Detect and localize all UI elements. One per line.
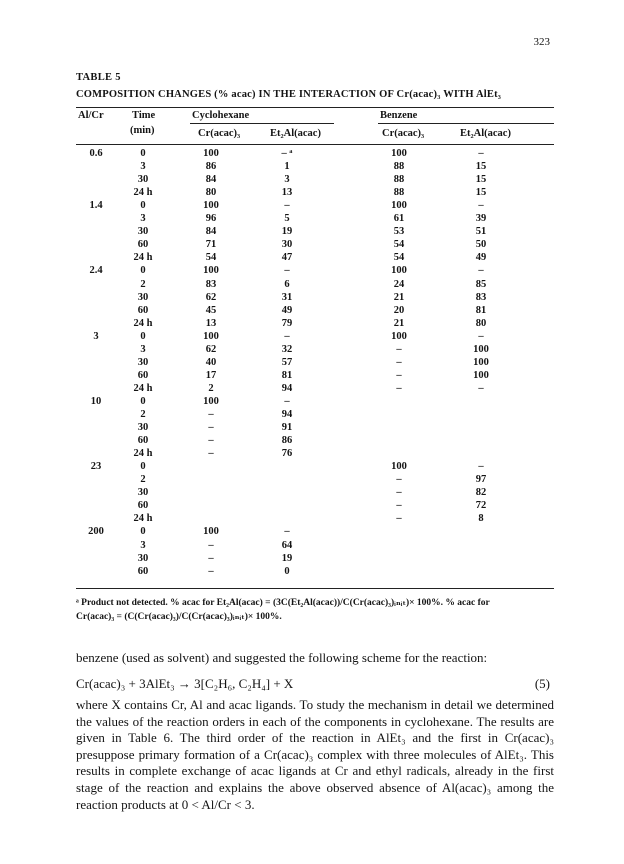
- cell-bz-et2al-acac: 100: [473, 369, 489, 381]
- cell-cy-cr-acac: –: [208, 435, 214, 447]
- cell-time: 0: [140, 461, 146, 473]
- cell-cy-et2al-acac: 57: [281, 356, 293, 368]
- cell-bz-et2al-acac: –: [478, 382, 484, 394]
- cell-bz-cr-acac: –: [396, 356, 402, 368]
- page-number: 323: [533, 36, 550, 48]
- cell-bz-et2al-acac: 100: [473, 356, 489, 368]
- cell-cy-et2al-acac: 64: [281, 539, 293, 551]
- table-row: [0, 161, 624, 173]
- cell-cy-cr-acac: 100: [203, 265, 219, 277]
- header-time: Time: [132, 110, 156, 121]
- cell-bz-cr-acac: 100: [391, 200, 407, 212]
- header-bz-et2al-acac: Et₂Al(acac): [460, 128, 511, 139]
- cell-cy-et2al-acac: – ᵃ: [281, 148, 293, 159]
- table-row: [0, 370, 624, 382]
- cell-bz-cr-acac: 20: [393, 304, 405, 316]
- cell-time: 60: [137, 369, 149, 381]
- cell-bz-et2al-acac: 39: [475, 213, 487, 225]
- cell-time: 0: [140, 200, 146, 212]
- body-line-1: benzene (used as solvent) and suggested the following scheme for the reaction:: [76, 650, 488, 665]
- cell-bz-cr-acac: 100: [391, 330, 407, 342]
- cell-cy-cr-acac: 100: [203, 200, 219, 212]
- cell-bz-cr-acac: 61: [393, 213, 405, 225]
- cell-al-cr: 200: [88, 526, 104, 538]
- cell-bz-et2al-acac: 15: [475, 187, 487, 199]
- cell-time: 0: [140, 330, 146, 342]
- cell-bz-et2al-acac: 15: [475, 174, 487, 186]
- cell-time: 3: [140, 213, 146, 225]
- cell-cy-cr-acac: 100: [203, 148, 219, 159]
- cell-bz-et2al-acac: 81: [475, 304, 487, 316]
- cell-bz-et2al-acac: 51: [475, 226, 487, 238]
- cell-bz-cr-acac: –: [396, 474, 402, 486]
- cell-time: 30: [137, 422, 149, 434]
- table-row: [0, 148, 624, 160]
- cell-cy-cr-acac: 84: [205, 174, 217, 186]
- cell-time: 2: [140, 474, 146, 486]
- cell-bz-cr-acac: 54: [393, 239, 405, 251]
- cell-cy-et2al-acac: 13: [281, 187, 293, 199]
- cell-cy-et2al-acac: 5: [284, 213, 290, 225]
- cell-bz-et2al-acac: –: [478, 265, 484, 277]
- table-row: [0, 474, 624, 486]
- cell-cy-cr-acac: –: [208, 409, 214, 420]
- table-row: [0, 422, 624, 434]
- cell-cy-cr-acac: 45: [205, 304, 217, 316]
- table-row: [0, 174, 624, 186]
- table-row: [0, 331, 624, 343]
- cell-time: 0: [140, 526, 146, 538]
- cell-time: 0: [140, 265, 146, 277]
- cell-al-cr: 10: [90, 395, 102, 407]
- cell-time: 24 h: [133, 513, 153, 525]
- cell-cy-cr-acac: 71: [205, 239, 217, 251]
- reaction-equation: Cr(acac)₃ + 3AlEt₃ → 3[C₂H₆, C₂H₄] + X: [76, 676, 294, 691]
- cell-cy-cr-acac: 83: [205, 278, 217, 290]
- cell-cy-cr-acac: 80: [205, 187, 217, 199]
- table-row: [0, 265, 624, 277]
- cell-cy-et2al-acac: 0: [284, 565, 290, 577]
- cell-cy-cr-acac: 100: [203, 330, 219, 342]
- cell-cy-cr-acac: –: [208, 422, 214, 434]
- cell-al-cr: 3: [93, 330, 99, 342]
- table-row: [0, 540, 624, 552]
- cell-bz-et2al-acac: 50: [475, 239, 487, 251]
- cell-bz-et2al-acac: 97: [475, 474, 487, 486]
- cell-bz-et2al-acac: 15: [475, 161, 487, 173]
- table-row: [0, 526, 624, 538]
- table-top-rule: [76, 107, 554, 108]
- cell-cy-et2al-acac: 94: [281, 382, 293, 394]
- cell-bz-et2al-acac: –: [478, 148, 484, 159]
- table-row: [0, 448, 624, 460]
- cell-bz-cr-acac: 88: [393, 161, 405, 173]
- cell-time: 60: [137, 500, 149, 512]
- cell-cy-cr-acac: 84: [205, 226, 217, 238]
- cell-cy-et2al-acac: 91: [281, 422, 293, 434]
- cell-time: 30: [137, 356, 149, 368]
- cell-bz-cr-acac: 88: [393, 174, 405, 186]
- cell-cy-et2al-acac: –: [284, 265, 290, 277]
- table-row: [0, 305, 624, 317]
- table-row: [0, 435, 624, 447]
- header-cy-et2al-acac: Et₂Al(acac): [270, 128, 321, 139]
- table-row: [0, 553, 624, 565]
- table-row: [0, 318, 624, 330]
- cell-bz-cr-acac: 100: [391, 265, 407, 277]
- table-row: [0, 226, 624, 238]
- cell-time: 30: [137, 291, 149, 303]
- table-row: [0, 357, 624, 369]
- cell-al-cr: 0.6: [89, 148, 103, 159]
- cell-time: 30: [137, 174, 149, 186]
- table-row: [0, 279, 624, 291]
- cell-bz-cr-acac: –: [396, 369, 402, 381]
- cell-cy-et2al-acac: 49: [281, 304, 293, 316]
- body-paragraph: where X contains Cr, Al and acac ligands. To study the mechanism in detail we determined the values of the reaction orders in each of the components in cyclohexane. The results are given in Table 6. The third order of the reaction in AlEt₃ and the first in Cr(acac)₃ presuppose primary formation of a Cr(acac)₃ complex with three molecules of AlEt₃. This results in complete exchange of acac ligands at Cr and ethyl radicals, already in the first stage of the reaction and explains the above observed absence of Al(acac)₃ among the reaction products at 0 < Al/Cr < 3.: [76, 697, 554, 812]
- cell-time: 60: [137, 239, 149, 251]
- cell-time: 3: [140, 161, 146, 173]
- cell-bz-et2al-acac: –: [478, 200, 484, 212]
- header-cyclohexane: Cyclohexane: [192, 110, 250, 121]
- cell-cy-et2al-acac: 3: [284, 174, 290, 186]
- cell-cy-et2al-acac: 86: [281, 435, 293, 447]
- cell-time: 2: [140, 409, 146, 420]
- cell-time: 0: [140, 395, 146, 407]
- header-al-cr: Al/Cr: [78, 110, 104, 121]
- cell-time: 3: [140, 343, 146, 355]
- cell-time: 2: [140, 278, 146, 290]
- cell-bz-cr-acac: 100: [391, 148, 407, 159]
- cell-bz-cr-acac: 21: [393, 291, 405, 303]
- cell-cy-cr-acac: 54: [205, 252, 217, 264]
- cell-bz-et2al-acac: 49: [475, 252, 487, 264]
- cell-cy-et2al-acac: –: [284, 330, 290, 342]
- header-bz-cr-acac: Cr(acac)₃: [382, 128, 425, 139]
- cell-time: 24 h: [133, 187, 153, 199]
- table-row: [0, 213, 624, 225]
- cell-cy-et2al-acac: 76: [281, 448, 293, 460]
- cell-bz-cr-acac: –: [396, 382, 402, 394]
- cell-cy-et2al-acac: 30: [281, 239, 293, 251]
- table-row: [0, 396, 624, 408]
- cell-bz-cr-acac: 54: [393, 252, 405, 264]
- footnote-line-2: Cr(acac)₃ = (C(Cr(acac)₃)/C(Cr(acac)₃)ᵢₙᵢₜ)× 100%.: [76, 612, 282, 622]
- table-row: [0, 461, 624, 473]
- table-row: [0, 344, 624, 356]
- cell-cy-cr-acac: 40: [205, 356, 217, 368]
- cell-bz-et2al-acac: –: [478, 330, 484, 342]
- table-row: [0, 500, 624, 512]
- cell-al-cr: 1.4: [89, 200, 103, 212]
- cell-time: 60: [137, 435, 149, 447]
- cell-time: 60: [137, 304, 149, 316]
- cell-cy-et2al-acac: 6: [284, 278, 290, 290]
- cell-time: 24 h: [133, 252, 153, 264]
- cell-cy-cr-acac: 13: [205, 317, 217, 329]
- cell-cy-cr-acac: 17: [205, 369, 217, 381]
- cell-cy-et2al-acac: 79: [281, 317, 293, 329]
- cell-bz-cr-acac: 53: [393, 226, 405, 238]
- cell-cy-cr-acac: 96: [205, 213, 217, 225]
- cell-bz-et2al-acac: 80: [475, 317, 487, 329]
- cell-cy-et2al-acac: 94: [281, 409, 293, 420]
- cell-bz-et2al-acac: –: [478, 461, 484, 473]
- cell-cy-et2al-acac: –: [284, 526, 290, 538]
- cell-time: 0: [140, 148, 146, 159]
- cell-bz-et2al-acac: 82: [475, 487, 487, 499]
- table-row: [0, 239, 624, 251]
- cell-al-cr: 23: [90, 461, 102, 473]
- cell-cy-et2al-acac: 19: [281, 226, 293, 238]
- cell-cy-cr-acac: –: [208, 552, 214, 564]
- table-label: TABLE 5: [76, 72, 121, 83]
- cell-cy-et2al-acac: 47: [281, 252, 293, 264]
- header-time-unit: (min): [130, 125, 155, 136]
- cell-bz-cr-acac: 100: [391, 461, 407, 473]
- table-row: [0, 513, 624, 525]
- cell-cy-et2al-acac: 19: [281, 552, 293, 564]
- cell-cy-et2al-acac: 81: [281, 369, 293, 381]
- cell-cy-cr-acac: 100: [203, 395, 219, 407]
- cell-bz-cr-acac: –: [396, 500, 402, 512]
- cell-time: 24 h: [133, 448, 153, 460]
- cell-bz-cr-acac: –: [396, 513, 402, 525]
- table-row: [0, 252, 624, 264]
- benzene-subrule: [378, 123, 554, 124]
- cell-cy-cr-acac: 62: [205, 343, 217, 355]
- cell-cy-cr-acac: –: [208, 565, 214, 577]
- cell-bz-et2al-acac: 8: [478, 513, 484, 525]
- cell-time: 3: [140, 539, 146, 551]
- cell-time: 30: [137, 226, 149, 238]
- cell-time: 60: [137, 565, 149, 577]
- cell-bz-cr-acac: 21: [393, 317, 405, 329]
- cell-time: 30: [137, 487, 149, 499]
- cell-bz-cr-acac: –: [396, 343, 402, 355]
- cell-cy-cr-acac: 2: [208, 382, 214, 394]
- table-row: [0, 566, 624, 578]
- cell-bz-et2al-acac: 100: [473, 343, 489, 355]
- cell-bz-et2al-acac: 85: [475, 278, 487, 290]
- cell-time: 30: [137, 552, 149, 564]
- equation-number: (5): [534, 676, 550, 691]
- cell-cy-cr-acac: –: [208, 539, 214, 551]
- cell-cy-cr-acac: 100: [203, 526, 219, 538]
- cyclohexane-subrule: [190, 123, 334, 124]
- table-title: COMPOSITION CHANGES (% acac) IN THE INTERACTION OF Cr(acac)₃ WITH AlEt₃: [76, 89, 502, 100]
- cell-cy-et2al-acac: 31: [281, 291, 293, 303]
- cell-bz-cr-acac: 24: [393, 278, 405, 290]
- cell-cy-et2al-acac: 1: [284, 161, 290, 173]
- cell-al-cr: 2.4: [89, 265, 103, 277]
- cell-cy-cr-acac: 86: [205, 161, 217, 173]
- table-row: [0, 383, 624, 395]
- header-cy-cr-acac: Cr(acac)₃: [198, 128, 241, 139]
- cell-bz-et2al-acac: 72: [475, 500, 487, 512]
- table-row: [0, 200, 624, 212]
- table-row: [0, 487, 624, 499]
- cell-cy-et2al-acac: –: [284, 200, 290, 212]
- cell-cy-et2al-acac: 32: [281, 343, 293, 355]
- table-footnote: [76, 596, 556, 624]
- table-header-rule: [76, 144, 554, 145]
- cell-bz-et2al-acac: 83: [475, 291, 487, 303]
- cell-bz-cr-acac: 88: [393, 187, 405, 199]
- table-row: [0, 292, 624, 304]
- cell-cy-et2al-acac: –: [284, 395, 290, 407]
- footnote-line-1: ᵃ Product not detected. % acac for Et₂Al(acac) = (3C(Et₂Al(acac))/C(Cr(acac)₃)ᵢₙᵢₜ)× 100%. % acac for: [76, 598, 490, 608]
- cell-bz-cr-acac: –: [396, 487, 402, 499]
- table-row: [0, 187, 624, 199]
- table-bottom-rule: [76, 588, 554, 589]
- header-benzene: Benzene: [380, 110, 418, 121]
- table-row: [0, 409, 624, 421]
- cell-cy-cr-acac: 62: [205, 291, 217, 303]
- cell-cy-cr-acac: –: [208, 448, 214, 460]
- cell-time: 24 h: [133, 382, 153, 394]
- cell-time: 24 h: [133, 317, 153, 329]
